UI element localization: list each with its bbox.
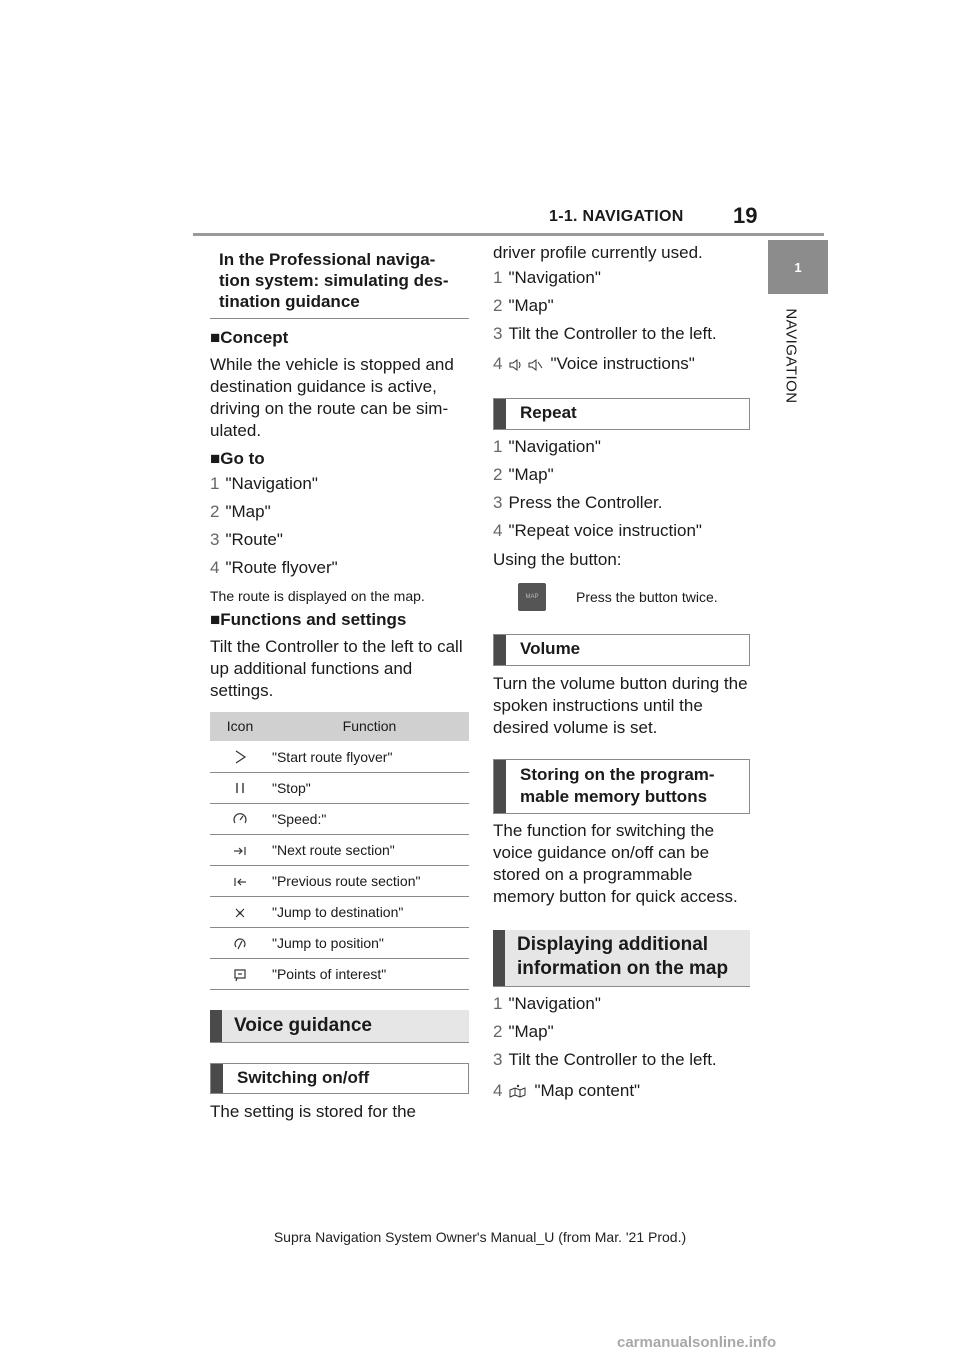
voice-guidance-label: Voice guidance [234,1015,372,1036]
step-number: 2 [493,465,503,484]
step-number: 1 [493,437,503,456]
list-item [493,1049,717,1071]
position-icon [233,937,247,951]
function-label: "Jump to destination" [270,896,469,927]
list-item [493,295,554,317]
list-item [210,473,318,495]
step-number: 3 [493,324,503,343]
chapter-name-label: NAVIGATION [782,308,800,404]
step-text: Tilt the Controller to the left. [508,1050,717,1069]
step-text: "Map" [508,465,554,484]
poi-icon [233,968,247,982]
list-item [493,353,695,375]
step-number: 1 [210,474,220,493]
chapter-tab [768,240,828,294]
step-text: "Navigation" [225,474,318,493]
list-item [493,520,702,542]
step-text: "Navigation" [508,994,601,1013]
function-label: "Speed:" [270,803,469,834]
map-button-label: MAP [525,594,539,600]
step-number: 4 [493,521,503,540]
destination-icon [233,906,247,920]
map-content-icon [508,1084,528,1100]
storing-label: Storing on the program- mable memory buttons [520,765,715,806]
function-label: "Points of interest" [270,958,469,989]
list-item [210,557,338,579]
map-button-icon [518,583,546,611]
repeat-heading [493,398,750,430]
list-item [493,323,717,345]
list-item [493,1021,554,1043]
function-label: "Previous route section" [270,865,469,896]
table-row [210,803,469,834]
step-text: "Route" [225,530,283,549]
function-label: "Jump to position" [270,927,469,958]
watermark: carmanualsonline.info [617,1334,777,1351]
volume-label: Volume [520,639,581,658]
chapter-number: 1 [794,259,802,275]
step-text: "Route flyover" [225,558,338,577]
table-row [210,834,469,865]
function-label: "Next route section" [270,834,469,865]
skip-forward-icon [232,845,248,857]
column-header: Function [270,712,469,741]
storing-heading [493,759,750,814]
using-button-text: Using the button: [493,550,622,569]
header-divider [193,233,824,236]
step-text: "Map" [508,296,554,315]
step-text: Tilt the Controller to the left. [508,324,717,343]
list-item [493,492,662,514]
step-number: 3 [210,530,220,549]
step-number: 4 [493,354,503,373]
volume-text: Turn the volume button during the spoken instructions until the desired volume is set. [493,674,748,737]
step-text: "Voice instructions" [550,354,695,373]
table-header-row [210,712,469,741]
table-row [210,741,469,772]
storing-text: The function for switching the voice guidance on/off can be stored on a programmable memory button for quick access. [493,821,738,906]
table-row [210,958,469,989]
step-number: 3 [493,1050,503,1069]
list-item [210,501,271,523]
section-title: 1-1. NAVIGATION [549,208,684,225]
function-label: "Start route flyover" [270,741,469,772]
continued-text: driver profile currently used. [493,243,703,262]
page-number: 19 [733,203,758,228]
display-info-heading [493,930,750,987]
list-item [493,1080,640,1102]
step-text: "Navigation" [508,437,601,456]
list-item [493,464,554,486]
step-number: 1 [493,994,503,1013]
column-header: Icon [210,712,270,741]
step-text: "Navigation" [508,268,601,287]
step-number: 4 [493,1081,503,1100]
skip-back-icon [232,876,248,888]
step-text: "Repeat voice instruction" [508,521,702,540]
press-twice-text: Press the button twice. [576,589,718,605]
pause-icon [233,780,247,796]
concept-text: While the vehicle is stopped and destination guidance is active, driving on the route can be sim- ulated. [210,355,454,440]
goto-note: The route is displayed on the map. [210,588,425,604]
list-item [493,267,601,289]
step-number: 3 [493,493,503,512]
step-number: 2 [493,1022,503,1041]
list-item [493,993,601,1015]
table-row [210,865,469,896]
concept-heading: ■Concept [210,328,289,347]
switching-heading [210,1063,469,1094]
step-number: 2 [210,502,220,521]
speedometer-icon [232,811,248,827]
chapter-name [780,300,802,412]
speaker-toggle-icon [508,357,544,373]
step-number: 4 [210,558,220,577]
step-text: "Map" [508,1022,554,1041]
section-box-title: In the Professional naviga- tion system: simulating des- tination guidance [210,249,469,319]
list-item [210,529,283,551]
step-text: "Map" [225,502,271,521]
functions-table [210,712,469,990]
footer-manual-title: Supra Navigation System Owner's Manual_U (from Mar. '21 Prod.) [273,1229,687,1245]
repeat-label: Repeat [520,403,577,422]
step-number: 1 [493,268,503,287]
table-row [210,896,469,927]
list-item [493,436,601,458]
volume-heading [493,634,750,666]
play-icon [233,749,247,765]
step-text: Press the Controller. [508,493,663,512]
functions-heading: ■Functions and settings [210,610,407,629]
step-number: 2 [493,296,503,315]
function-label: "Stop" [270,772,469,803]
voice-guidance-heading [210,1010,469,1043]
table-row [210,772,469,803]
goto-heading: ■Go to [210,449,265,468]
functions-text: Tilt the Controller to the left to call up additional functions and settings. [210,637,463,700]
step-text: "Map content" [534,1081,641,1100]
switching-text: The setting is stored for the [210,1102,416,1121]
switching-label: Switching on/off [237,1068,370,1087]
display-info-label: Displaying additional information on the map [517,934,729,979]
table-row [210,927,469,958]
